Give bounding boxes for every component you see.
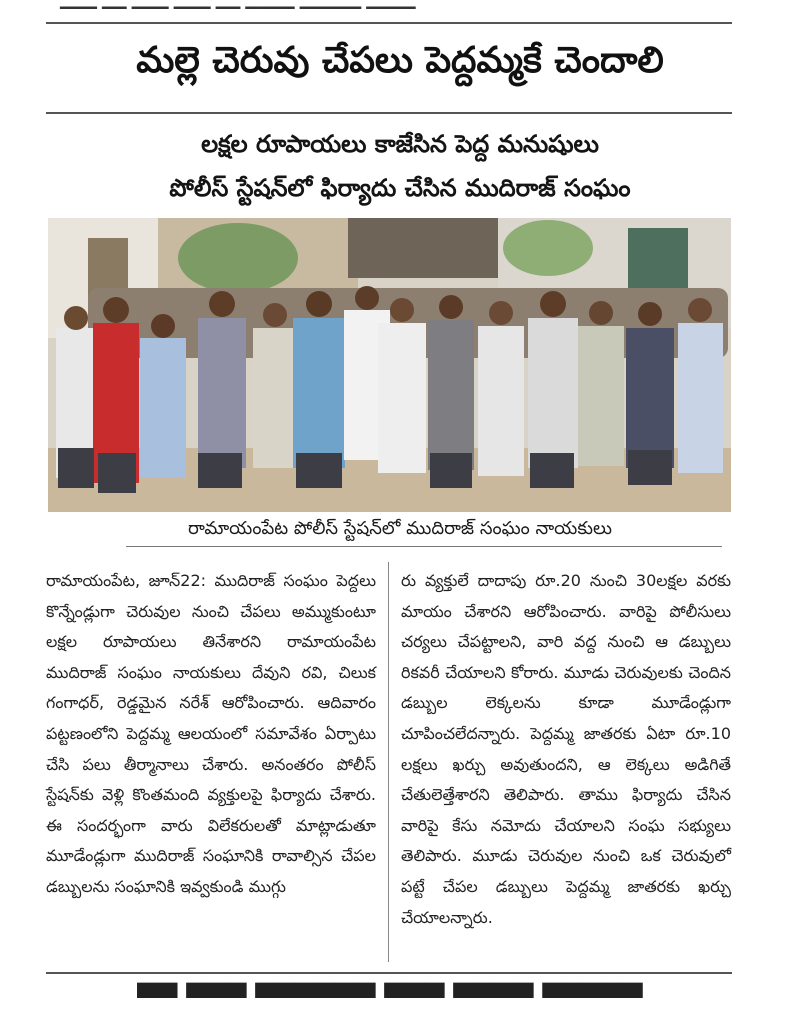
- article-column-right: [401, 566, 731, 933]
- subheading-1: లక్షల రూపాయలు కాజేసిన పెద్ద మనుషులు: [201, 130, 599, 158]
- subheading-2: పోలీస్ స్టేషన్‌లో ఫిర్యాదు చేసిన ముదిరాజ్ సంఘం: [169, 174, 631, 202]
- top-rule: [46, 22, 732, 24]
- article-column-left: [46, 566, 376, 903]
- caption-rule: [126, 546, 722, 547]
- previous-article-clipped-line: [0, 0, 800, 12]
- clipped-text-top: [60, 0, 416, 9]
- bottom-rule: [46, 972, 732, 974]
- clipped-text-bottom: ▀▀ ▀▀▀ ▀▀▀▀▀▀ ▀▀▀ ▀▀▀▀ ▀▀▀▀▀: [137, 984, 643, 1014]
- photo-caption: రామాయంపేట పోలీస్ స్టేషన్‌లో ముదిరాజ్ సంఘం నాయకులు: [188, 518, 612, 539]
- headline-rule: [46, 112, 732, 114]
- headline: మల్లె చెరువు చేపలు పెద్దమ్మకే చెందాలి: [136, 40, 664, 81]
- group-photo-illustration: [48, 218, 731, 512]
- article-body-right: రు వ్యక్తులే దాదాపు రూ.20 నుంచి 30లక్షల వరకు మాయం చేశారని ఆరోపించారు. వారిపై పోలీసులు చర్యలు చేపట్టాలని, వారి వద్ద నుంచి ఆ డబ్బులు రికవరీ చేయాలని కోరారు. మూడు చెరువులకు చెందిన డబ్బుల లెక్కలను కూడా మూడేండ్లుగా చూపించలేదన్నారు. పెద్దమ్మ జాతరకు ఏటా రూ.10 లక్షలు ఖర్చు అవుతుందని, ఆ లెక్కలు అడిగితే చేతులెత్తేశారని తెలిపారు. తాము ఫిర్యాదు చేసిన వారిపై కేసు నమోదు చేయాలని సంఘ సభ్యులు తెలిపారు. మూడు చెరువుల నుంచి ఒక చెరువులో పట్టే చేపల డబ్బులు పెద్దమ్మ జాతరకు ఖర్చు చేయాలన్నారు.: [401, 571, 731, 927]
- column-divider: [388, 562, 389, 962]
- next-article-clipped-headline: [40, 984, 740, 1014]
- news-photo: [48, 218, 731, 512]
- article-body-left: రామాయంపేట, జూన్22: ముదిరాజ్ సంఘం పెద్దలు కొన్నేండ్లుగా చెరువుల నుంచి చేపలు అమ్ముకుంటూ లక్షల రూపాయలు తినేశారని రామాయంపేట ముదిరాజ్ సంఘం నాయకులు దేవుని రవి, చిలుక గంగాధర్, రెడ్డమైన నరేశ్ ఆరోపించారు. ఆదివారం పట్టణంలోని పెద్దమ్మ ఆలయంలో సమావేశం ఏర్పాటు చేసి పలు తీర్మానాలు చేశారు. అనంతరం పోలీస్ స్టేషన్‌కు వెళ్లి కొంతమంది వ్యక్తులపై ఫిర్యాదు చేశారు. ఈ సందర్భంగా వారు విలేకరులతో మాట్లాడుతూ మూడేండ్లుగా ముదిరాజ్ సంఘానికి రావాల్సిన చేపల డబ్బులను సంఘానికి ఇవ్వకుండి ముగ్గు: [46, 571, 376, 896]
